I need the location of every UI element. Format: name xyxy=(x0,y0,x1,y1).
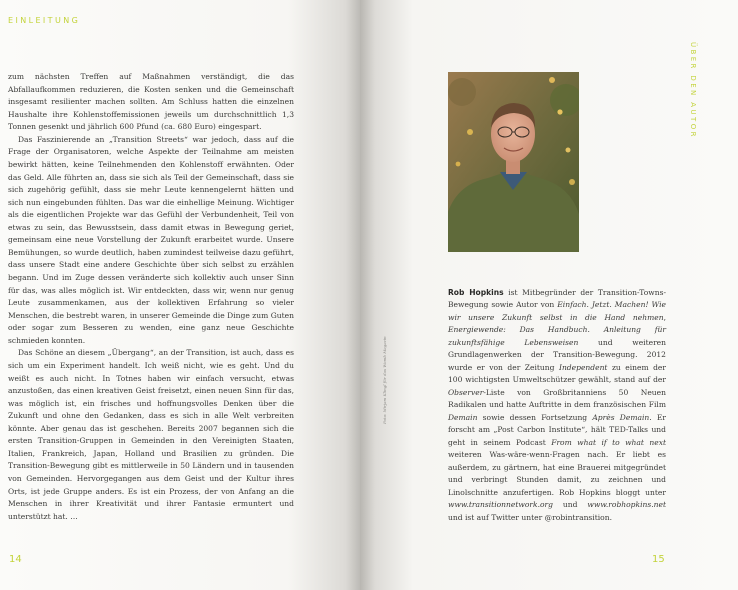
bio-text: . Er forscht am „Post Carbon Institute“, hält TED-Talks und geht in seinem Podcast xyxy=(448,412,666,447)
page-number: 15 xyxy=(652,554,665,565)
film-title: Demain xyxy=(448,412,478,422)
website-url: www.robhopkins.net xyxy=(587,500,666,510)
bio-text: und xyxy=(552,500,588,510)
running-head: EINLEITUNG xyxy=(8,16,81,25)
bio-text: weiteren Was-wäre-wenn-Fragen nach. Er liebt es außerdem, zu gärtnern, hat eine Brauerei mitgegründet und verbringt Stunden damit, zu zeichnen und Linolschnitte anzufertigen. Rob Hopkins bloggt unter xyxy=(448,450,666,497)
podcast-title: From what if to what next xyxy=(551,437,666,447)
newspaper-title: Independent xyxy=(558,362,608,372)
bio-text: ist Mitbegründer der Transition-Towns-Bewegung sowie Autor von xyxy=(448,287,666,310)
paragraph: Das Schöne an diesem „Übergang“, an der Transition, ist auch, dass es sich um ein Experiment handelt. Ich weiß nicht, wie es geht. Und du weißt es auch nicht. In Totnes haben wir einfach versucht, etwas anzustoßen, das einen kreativen Geist freisetzt, einen neuen Sinn für das, was möglich ist, ein frisches und hoffnungsvolles Denken über die Zukunft und ohne den Gedanken, dass es sich in alle Welt verbreiten könnte. Aber genau das ist geschehen. Bereits 2007 begannen sich die ersten Transition-Gruppen in Gemeinden in den Vereinigten Staaten, Italien, Frankreich, Japan, Holland und Brasilien zu gründen. Die Transition-Bewegung gibt es mittlerweile in 50 Ländern und in tausenden von Gemeinden. Hervorgegangen aus dem Geist und der Kultur ihres Orts, ist jede Gruppe anders. Es ist ein Prozess, der von Anfang an die Menschen in ihrer Kreativität und ihrer Fantasie ermuntert und unterstützt hat. … xyxy=(8,348,294,521)
paragraph: zum nächsten Treffen auf Maßnahmen verständigt, die das Abfallaufkommen reduzieren, die Kosten senken und die Gemeinschaft insgesamt resilienter machen sollten. Am Schluss hatten die einzelnen Haushalte ihre Kohlenstoffemissionen jeweils um durchschnittlich 1,3 Tonnen gesenkt und jährlich 600 Pfund (ca. 680 Euro) eingespart. xyxy=(8,72,294,132)
page-number: 14 xyxy=(9,554,22,565)
bio-text: , xyxy=(663,312,666,322)
newspaper-title: Observer xyxy=(448,387,484,397)
left-page xyxy=(0,0,360,590)
film-title: Après Demain xyxy=(592,412,650,422)
bio-text: sowie dessen Fortsetzung xyxy=(477,412,593,422)
side-heading: ÜBER DEN AUTOR xyxy=(689,42,697,139)
right-page xyxy=(360,0,738,590)
bio-text: -Liste von Großbritanniens 50 Neuen Radikalen und hatte Auftritte in dem französischen Film xyxy=(448,387,666,410)
author-bio xyxy=(448,287,666,525)
photo-credit: Foto: Mirjam Klingl für das Womb Magazin xyxy=(382,336,387,424)
website-url: www.transitionnetwork.org xyxy=(448,500,553,510)
body-text xyxy=(8,71,294,523)
bio-text: zu einem der 100 wichtigsten Umweltschützer gewählt, stand auf der xyxy=(448,362,666,385)
book-title: Einfach. Jetzt. Machen! Wie wir unsere Zukunft selbst in die Hand nehmen xyxy=(448,300,667,322)
book-title: Energiewende: Das Handbuch. Anleitung für zukunftsfähige Lebensweisen xyxy=(448,325,666,347)
paragraph: Das Faszinierende an „Transition Streets“ war jedoch, dass auf die Frage der Organisatoren, welche Aspekte der Teilnahme am meisten bewirkt hätten, keine Teilnehmenden den Kohlenstoff erwähnten. Oder das Geld. Alle führten an, dass sie sich als Teil der Gemeinschaft, dass sie sich zugehörig gefühlt, dass sie mehr Leute kennengelernt hätten und sich nun eingebunden fühlten. Das war die einhellige Meinung. Wichtiger als die eigentlichen Projekte war das Gefühl der Verbundenheit, Teil von etwas zu sein, das Bewusstsein, dass damit etwas in Bewegung geriet, gemeinsam eine neue Vorstellung der Zukunft erarbeitet wurde. Unsere Bemühungen, so wurde deutlich, haben zumindest teilweise dazu geführt, dass unsere Stadt eine andere Geschichte über sich selbst zu erzählen begann. Und im Zuge dessen veränderte sich kollektiv auch unser Sinn für das, was alles möglich ist. Wir entdeckten, dass wir, wenn nur genug Leute zusammenkamen, aus der kollektiven Erfahrung so vieler Menschen, die bestrebt waren, in unserer Gemeinde die Dinge zum Guten oder sogar zum Besseren zu wenden, eine ganz neue Geschichte schmieden konnten. xyxy=(8,134,294,345)
author-photo xyxy=(448,72,579,252)
author-name: Rob Hopkins xyxy=(448,287,504,297)
bio-text: und ist auf Twitter unter @robintransition. xyxy=(448,512,612,522)
bio-text: und weiteren Grundlagenwerken der Transition-Bewegung. 2012 wurde er von der Zeitung xyxy=(448,337,667,372)
